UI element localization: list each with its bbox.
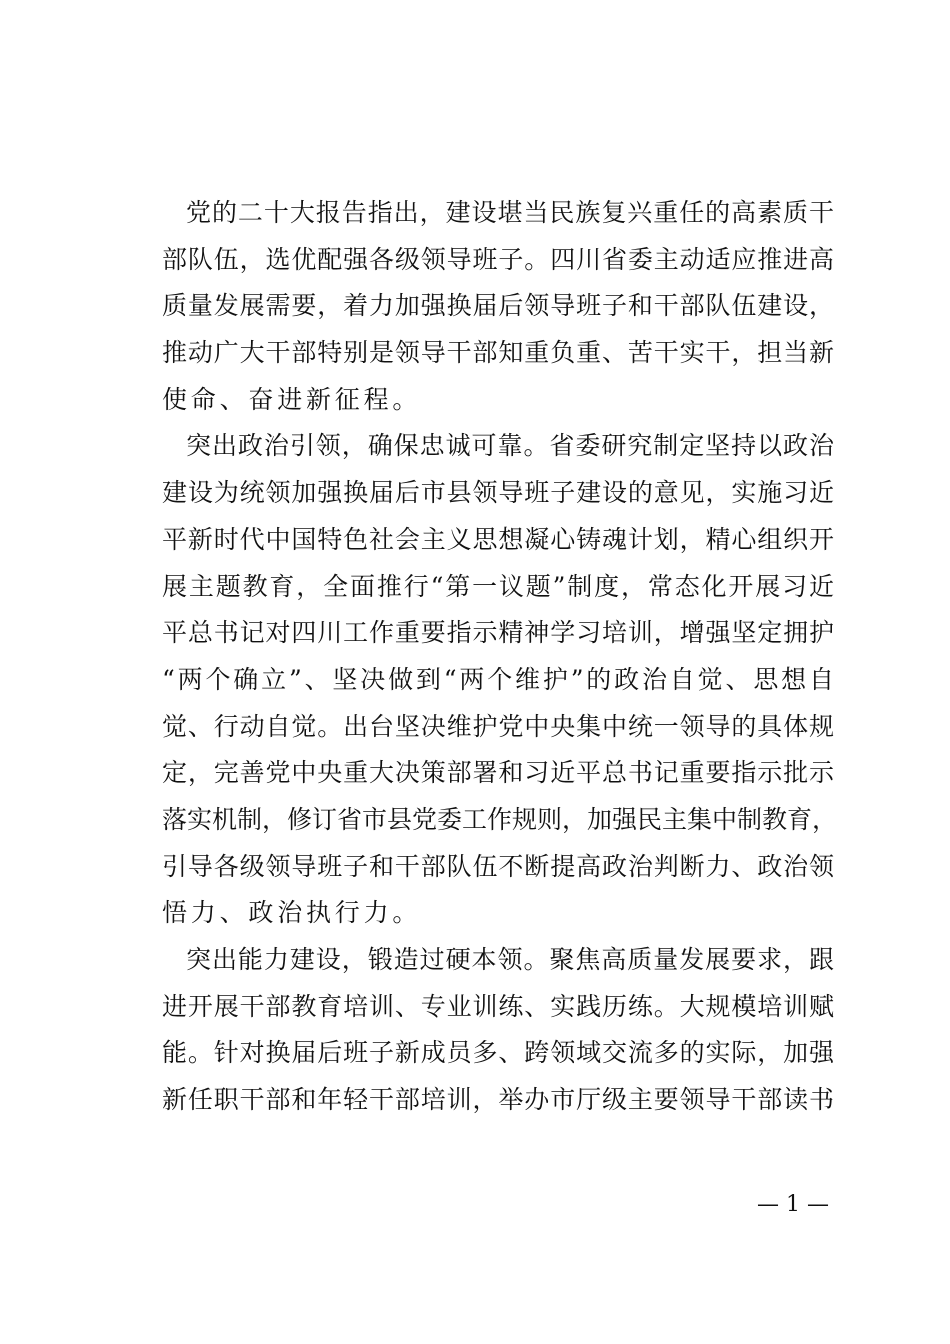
text-line: 使命、奋进新征程。 xyxy=(162,384,422,414)
text-line: 党的二十大报告指出，建设堪当民族复兴重任的高素质干 xyxy=(186,198,834,227)
page-number: — 1 — xyxy=(757,1192,829,1217)
text-line: 能。针对换届后班子新成员多、跨领域交流多的实际，加强 xyxy=(162,1038,834,1068)
text-line: 部队伍，选优配强各级领导班子。四川省委主动适应推进高 xyxy=(162,244,834,274)
text-line: 突出能力建设，锻造过硬本领。聚焦高质量发展要求，跟 xyxy=(186,945,834,974)
text-line: 平新时代中国特色社会主义思想凝心铸魂计划，精心组织开 xyxy=(162,524,834,554)
text-line: 落实机制，修订省市县党委工作规则，加强民主集中制教育， xyxy=(162,804,838,834)
text-line: 突出政治引领，确保忠诚可靠。省委研究制定坚持以政治 xyxy=(186,431,834,461)
text-line: 觉、行动自觉。出台坚决维护党中央集中统一领导的具体规 xyxy=(162,711,834,741)
text-line: 质量发展需要，着力加强换届后领导班子和干部队伍建设， xyxy=(162,291,834,321)
text-line: 展主题教育，全面推行“第一议题”制度，常态化开展习近 xyxy=(162,571,834,601)
text-line: 引导各级领导班子和干部队伍不断提高政治判断力、政治领 xyxy=(162,851,834,881)
text-line: 推动广大干部特别是领导干部知重负重、苦干实干，担当新 xyxy=(162,338,834,368)
text-line: “两个确立”、坚决做到“两个维护”的政治自觉、思想自 xyxy=(162,664,834,694)
text-line: 定，完善党中央重大决策部署和习近平总书记重要指示批示 xyxy=(162,758,834,788)
text-line: 悟力、政治执行力。 xyxy=(162,898,422,928)
text-line: 新任职干部和年轻干部培训，举办市厅级主要领导干部读书 xyxy=(162,1085,834,1115)
text-line: 建设为统领加强换届后市县领导班子建设的意见，实施习近 xyxy=(162,478,834,508)
text-line: 平总书记对四川工作重要指示精神学习培训，增强坚定拥护 xyxy=(162,618,834,648)
body-text xyxy=(162,190,838,1124)
text-line: 进开展干部教育培训、专业训练、实践历练。大规模培训赋 xyxy=(162,991,834,1021)
